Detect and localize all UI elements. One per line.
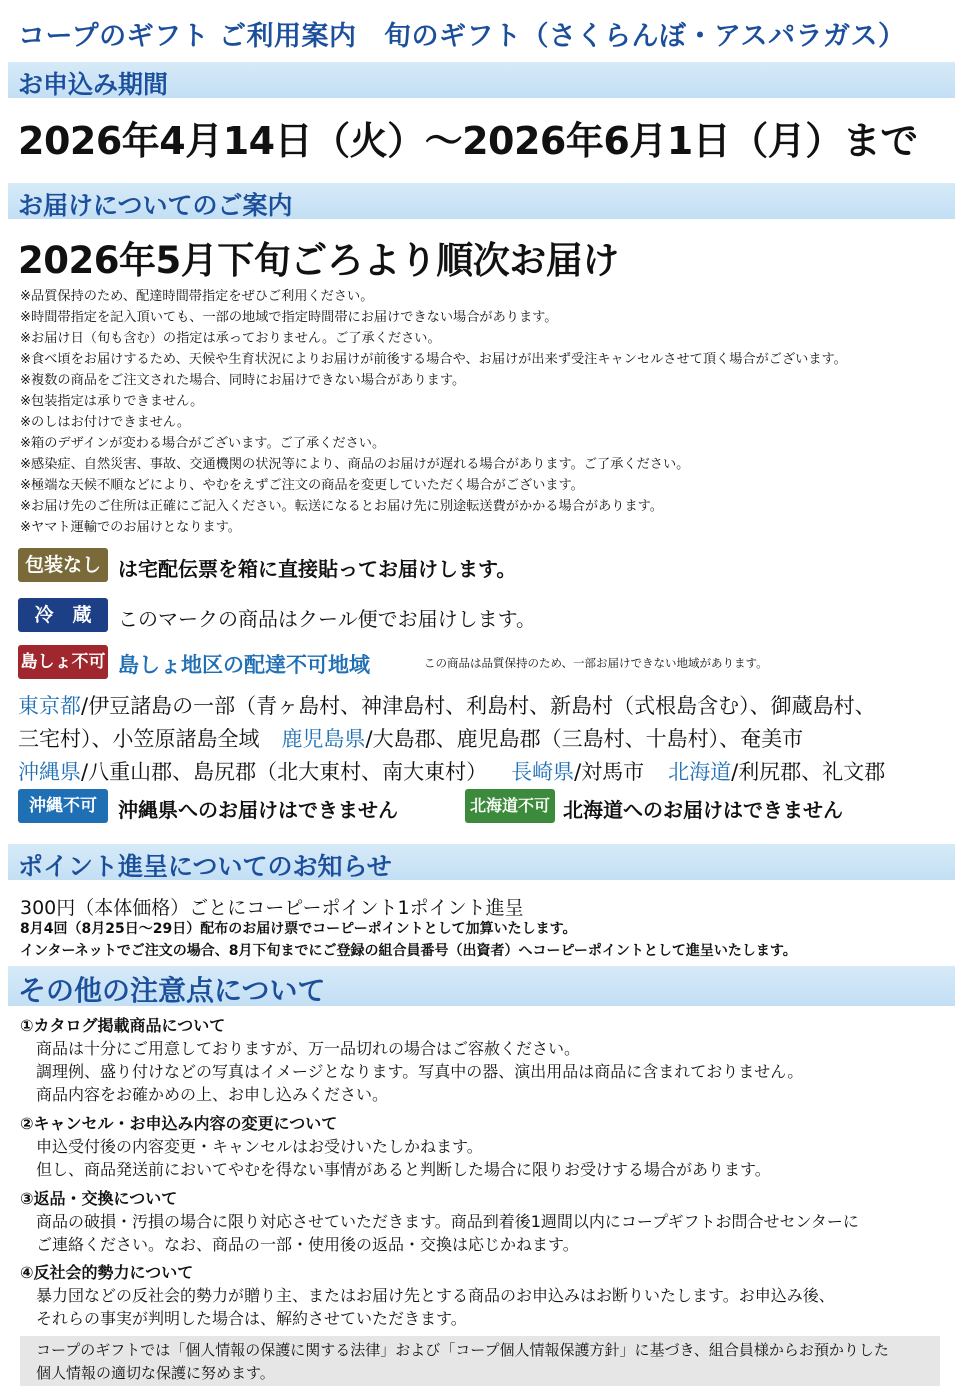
delivery-note: ※複数の商品をご注文された場合、同時にお届けできない場合があります。	[20, 373, 466, 388]
area-text-tokyo: /伊豆諸島の一部（青ヶ島村、神津島村、利島村、新島村（式根島含む）、御蔵島村、	[81, 694, 876, 718]
other-section-4-heading: ④反社会的勢力について	[20, 1263, 194, 1282]
hokkaido-badge: 北海道不可	[465, 789, 555, 823]
area-text-hokkaido: /利尻郡、礼文郡	[731, 760, 886, 784]
island-small-note: この商品は品質保持のため、一部お届けできない地域があります。	[424, 656, 768, 670]
page-title: コープのギフト ご利用案内 旬のギフト（さくらんぼ・アスパラガス）	[18, 21, 906, 52]
other-section-3-heading: ③返品・交換について	[20, 1189, 178, 1208]
okinawa-text: 沖縄県へのお届けはできません	[118, 798, 398, 822]
delivery-note: ※箱のデザインが変わる場合がございます。ご了承ください。	[20, 436, 386, 451]
delivery-note: ※極端な天候不順などにより、やむをえずご注文の商品を変更していただく場合がございます。	[20, 478, 584, 493]
delivery-heading: お届けについてのご案内	[18, 191, 293, 220]
other-section-1-line: 商品内容をお確かめの上、お申し込みください。	[36, 1085, 389, 1104]
area-label-okinawa: 沖縄県	[18, 760, 81, 784]
area-text-okinawa: /八重山郡、島尻郡（北大東村、南大東村）	[81, 760, 488, 784]
points-line-1: 300円（本体価格）ごとにコーピーポイント1ポイント進呈	[20, 897, 524, 919]
area-label-tokyo: 東京都	[18, 694, 81, 718]
cool-text: このマークの商品はクール便でお届けします。	[118, 607, 536, 631]
other-section-3-line: ご連絡ください。なお、商品の一部・使用後の返品・交換は応じかねます。	[36, 1235, 579, 1254]
delivery-heading-bar	[8, 183, 955, 219]
privacy-notice-box	[20, 1336, 940, 1386]
other-section-3-line: 商品の破損・汚損の場合に限り対応させていただきます。商品到着後1週間以内にコープギフトお問合せセンターに	[36, 1212, 859, 1231]
other-section-2-line: 但し、商品発送前においてやむを得ない事情があると判断した場合に限りお受けする場合があります。	[36, 1160, 771, 1179]
area-text-tokyo-cont: 三宅村）、小笠原諸島全域	[18, 727, 260, 751]
points-heading: ポイント進呈についてのお知らせ	[18, 852, 392, 881]
delivery-note: ※ヤマト運輸でのお届けとなります。	[20, 520, 241, 535]
points-line-2: 8月4回（8月25日～29日）配布のお届け票でコーピーポイントとして加算いたします。	[20, 921, 577, 937]
island-text: 島しょ地区の配達不可地域	[118, 653, 370, 677]
delivery-note: ※のしはお付けできません。	[20, 415, 191, 430]
other-section-1-line: 調理例、盛り付けなどの写真はイメージとなります。写真中の器、演出用品は商品に含まれておりません。	[36, 1062, 804, 1081]
privacy-notice-line-1: コープのギフトでは「個人情報の保護に関する法律」および「コープ個人情報保護方針」に基づき、組合員様からお預かりした	[36, 1341, 889, 1359]
area-text-kagoshima: /大島郡、鹿児島郡（三島村、十島村）、奄美市	[365, 727, 804, 751]
other-section-4-line: それらの事実が判明した場合は、解約させていただきます。	[36, 1309, 467, 1328]
area-line-kagoshima	[18, 723, 803, 753]
points-heading-bar	[8, 844, 955, 880]
period-heading-bar	[8, 62, 955, 98]
delivery-note: ※感染症、自然災害、事故、交通機関の状況等により、商品のお届けが遅れる場合があります。ご了承ください。	[20, 457, 690, 472]
delivery-note: ※食べ頃をお届けするため、天候や生育状況によりお届けが前後する場合や、お届けが出来ず受注キャンセルさせて頂く場合がございます。	[20, 352, 847, 367]
island-badge: 島しょ不可	[18, 645, 108, 679]
delivery-note: ※品質保持のため、配達時間帯指定をぜひご利用ください。	[20, 289, 374, 304]
other-section-1-heading: ①カタログ掲載商品について	[20, 1016, 226, 1035]
period-dates: 2026年4月14日（火）～2026年6月1日（月）まで	[18, 119, 918, 163]
area-label-nagasaki: 長崎県	[511, 760, 575, 784]
area-line-tokyo	[18, 690, 876, 720]
points-line-3: インターネットでご注文の場合、8月下旬までにご登録の組合員番号（出資者）へコーピーポイントとして進呈いたします。	[20, 943, 797, 959]
delivery-headline: 2026年5月下旬ごろより順次お届け	[18, 239, 619, 282]
area-text-nagasaki: /対馬市	[574, 760, 645, 784]
period-heading: お申込み期間	[18, 70, 169, 99]
other-section-2-line: 申込受付後の内容変更・キャンセルはお受けいたしかねます。	[36, 1137, 483, 1156]
wrap-badge: 包装なし	[18, 548, 108, 582]
delivery-note: ※包装指定は承りできません。	[20, 394, 204, 409]
other-section-2-heading: ②キャンセル・お申込み内容の変更について	[20, 1114, 338, 1133]
privacy-notice-line-2: 個人情報の適切な保護に努めます。	[36, 1364, 275, 1382]
delivery-note: ※時間帯指定を記入頂いても、一部の地域で指定時間帯にお届けできない場合があります。	[20, 310, 558, 325]
other-section-4-line: 暴力団などの反社会的勢力が贈り主、またはお届け先とする商品のお申込みはお断りいたします。お申込み後、	[36, 1286, 835, 1305]
area-label-hokkaido: 北海道	[668, 760, 732, 784]
other-section-1-line: 商品は十分にご用意しておりますが、万一品切れの場合はご容赦ください。	[36, 1039, 581, 1058]
wrap-text: は宅配伝票を箱に直接貼ってお届けします。	[118, 557, 517, 581]
area-label-kagoshima: 鹿児島県	[281, 727, 366, 751]
hokkaido-text: 北海道へのお届けはできません	[563, 798, 843, 822]
delivery-note: ※お届け日（旬も含む）の指定は承っておりません。ご了承ください。	[20, 331, 441, 346]
other-heading-bar	[8, 966, 955, 1006]
other-heading: その他の注意点について	[18, 974, 326, 1007]
cool-badge: 冷 蔵	[18, 598, 108, 632]
delivery-note: ※お届け先のご住所は正確にご記入ください。転送になるとお届け先に別途転送費がかかる場合があります。	[20, 499, 663, 514]
area-line-okinawa	[18, 756, 885, 786]
okinawa-badge: 沖縄不可	[18, 789, 108, 823]
